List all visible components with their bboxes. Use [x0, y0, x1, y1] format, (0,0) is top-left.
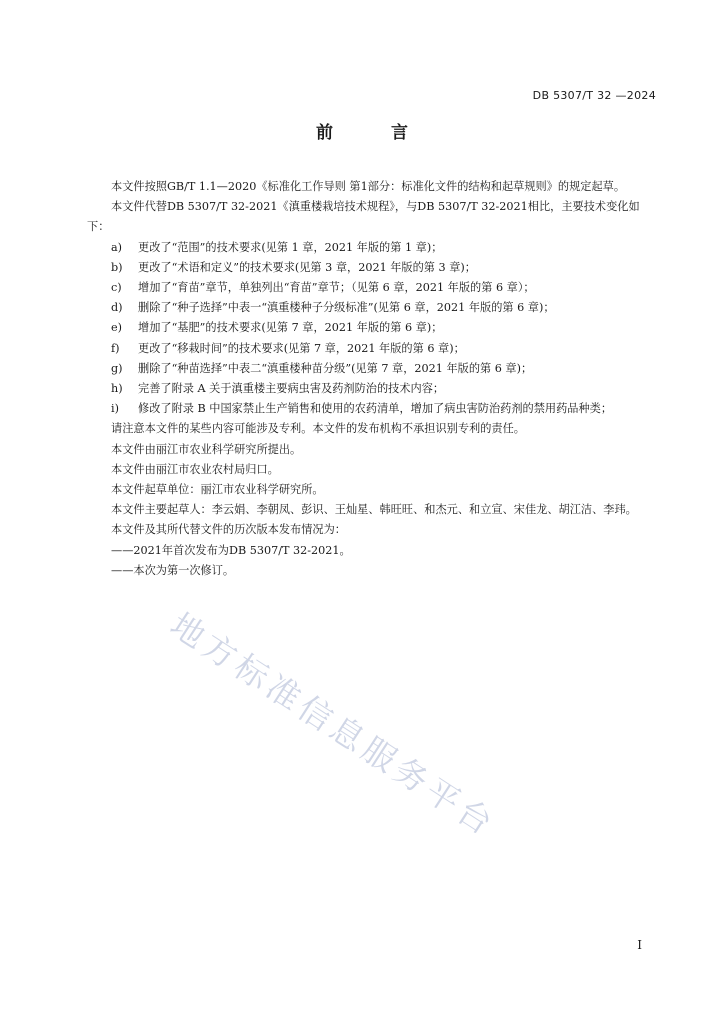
list-item [87, 359, 657, 379]
paragraph-patent-notice: 请注意本文件的某些内容可能涉及专利。本文件的发布机构不承担识别专利的责任。 [111, 422, 525, 436]
paragraph-version-history: 本文件及其所代替文件的历次版本发布情况为： [111, 523, 346, 537]
paragraph-drafting-rules: 本文件按照GB/T 1.1—2020《标准化工作导则 第1部分：标准化文件的结构和起草规则》的规定起草。 [111, 180, 626, 193]
paragraph-replacement: 本文件代替DB 5307/T 32-2021《滇重楼栽培技术规程》，与DB 5307/T 32-2021相比，主要技术变化如下： [87, 200, 640, 234]
paragraph-first-release: ——2021年首次发布为DB 5307/T 32-2021。 [111, 543, 351, 557]
list-item [87, 339, 657, 359]
list-item [87, 278, 657, 298]
list-marker: h) [111, 382, 123, 396]
list-item-text: 完善了附录 A 关于滇重楼主要病虫害及药剂防治的技术内容； [138, 382, 445, 396]
page-number: I [637, 938, 642, 952]
list-item-text: 更改了“移栽时间”的技术要求(见第 7 章，2021 年版的第 6 章)； [138, 341, 465, 355]
list-marker: f) [111, 341, 120, 355]
list-item [87, 258, 657, 278]
list-marker: c) [111, 281, 122, 295]
page-title: 前 言 [316, 123, 434, 143]
list-marker: d) [111, 301, 123, 315]
paragraph-drafters: 本文件主要起草人：李云娟、李朝凤、彭识、王灿星、韩旺旺、和杰元、和立宣、宋佳龙、胡江洁、李玮。 [111, 503, 637, 517]
list-item-text: 更改了“范围”的技术要求(见第 1 章，2021 年版的第 1 章)； [138, 240, 443, 254]
list-item-text: 更改了“术语和定义”的技术要求(见第 3 章，2021 年版的第 3 章)； [138, 260, 476, 274]
list-marker: a) [111, 240, 123, 254]
list-item-text: 删除了“种苗选择”中表二“滇重楼种苗分级”(见第 7 章，2021 年版的第 6 章)； [138, 361, 533, 375]
watermark: 地方标准信息服务平台 [163, 605, 504, 845]
list-marker: i) [111, 402, 119, 416]
changes-list [87, 238, 657, 420]
list-item [87, 298, 657, 318]
paragraph-proposer: 本文件由丽江市农业科学研究所提出。 [111, 442, 302, 456]
list-item [87, 318, 657, 338]
list-marker: e) [111, 321, 122, 335]
list-item [87, 399, 657, 419]
list-marker: b) [111, 260, 123, 274]
list-item-text: 删除了“种子选择”中表一“滇重楼种子分级标准”(见第 6 章，2021 年版的第 6 章)； [138, 301, 555, 315]
list-item [87, 379, 657, 399]
list-item-text: 增加了“育苗”章节，单独列出“育苗”章节；（见第 6 章，2021 年版的第 6 章）； [138, 281, 535, 295]
document-code: DB 5307/T 32 —2024 [532, 89, 656, 102]
list-item-text: 修改了附录 B 中国家禁止生产销售和使用的农药清单，增加了病虫害防治药剂的禁用药品种类； [138, 402, 613, 416]
document-body [87, 177, 657, 581]
paragraph-administrator: 本文件由丽江市农业农村局归口。 [111, 462, 279, 476]
paragraph-revision: ——本次为第一次修订。 [111, 563, 235, 577]
list-item [87, 238, 657, 258]
paragraph-drafting-unit: 本文件起草单位：丽江市农业科学研究所。 [111, 483, 324, 497]
list-marker: g) [111, 361, 123, 375]
list-item-text: 增加了“基肥”的技术要求(见第 7 章，2021 年版的第 6 章)； [138, 321, 443, 335]
